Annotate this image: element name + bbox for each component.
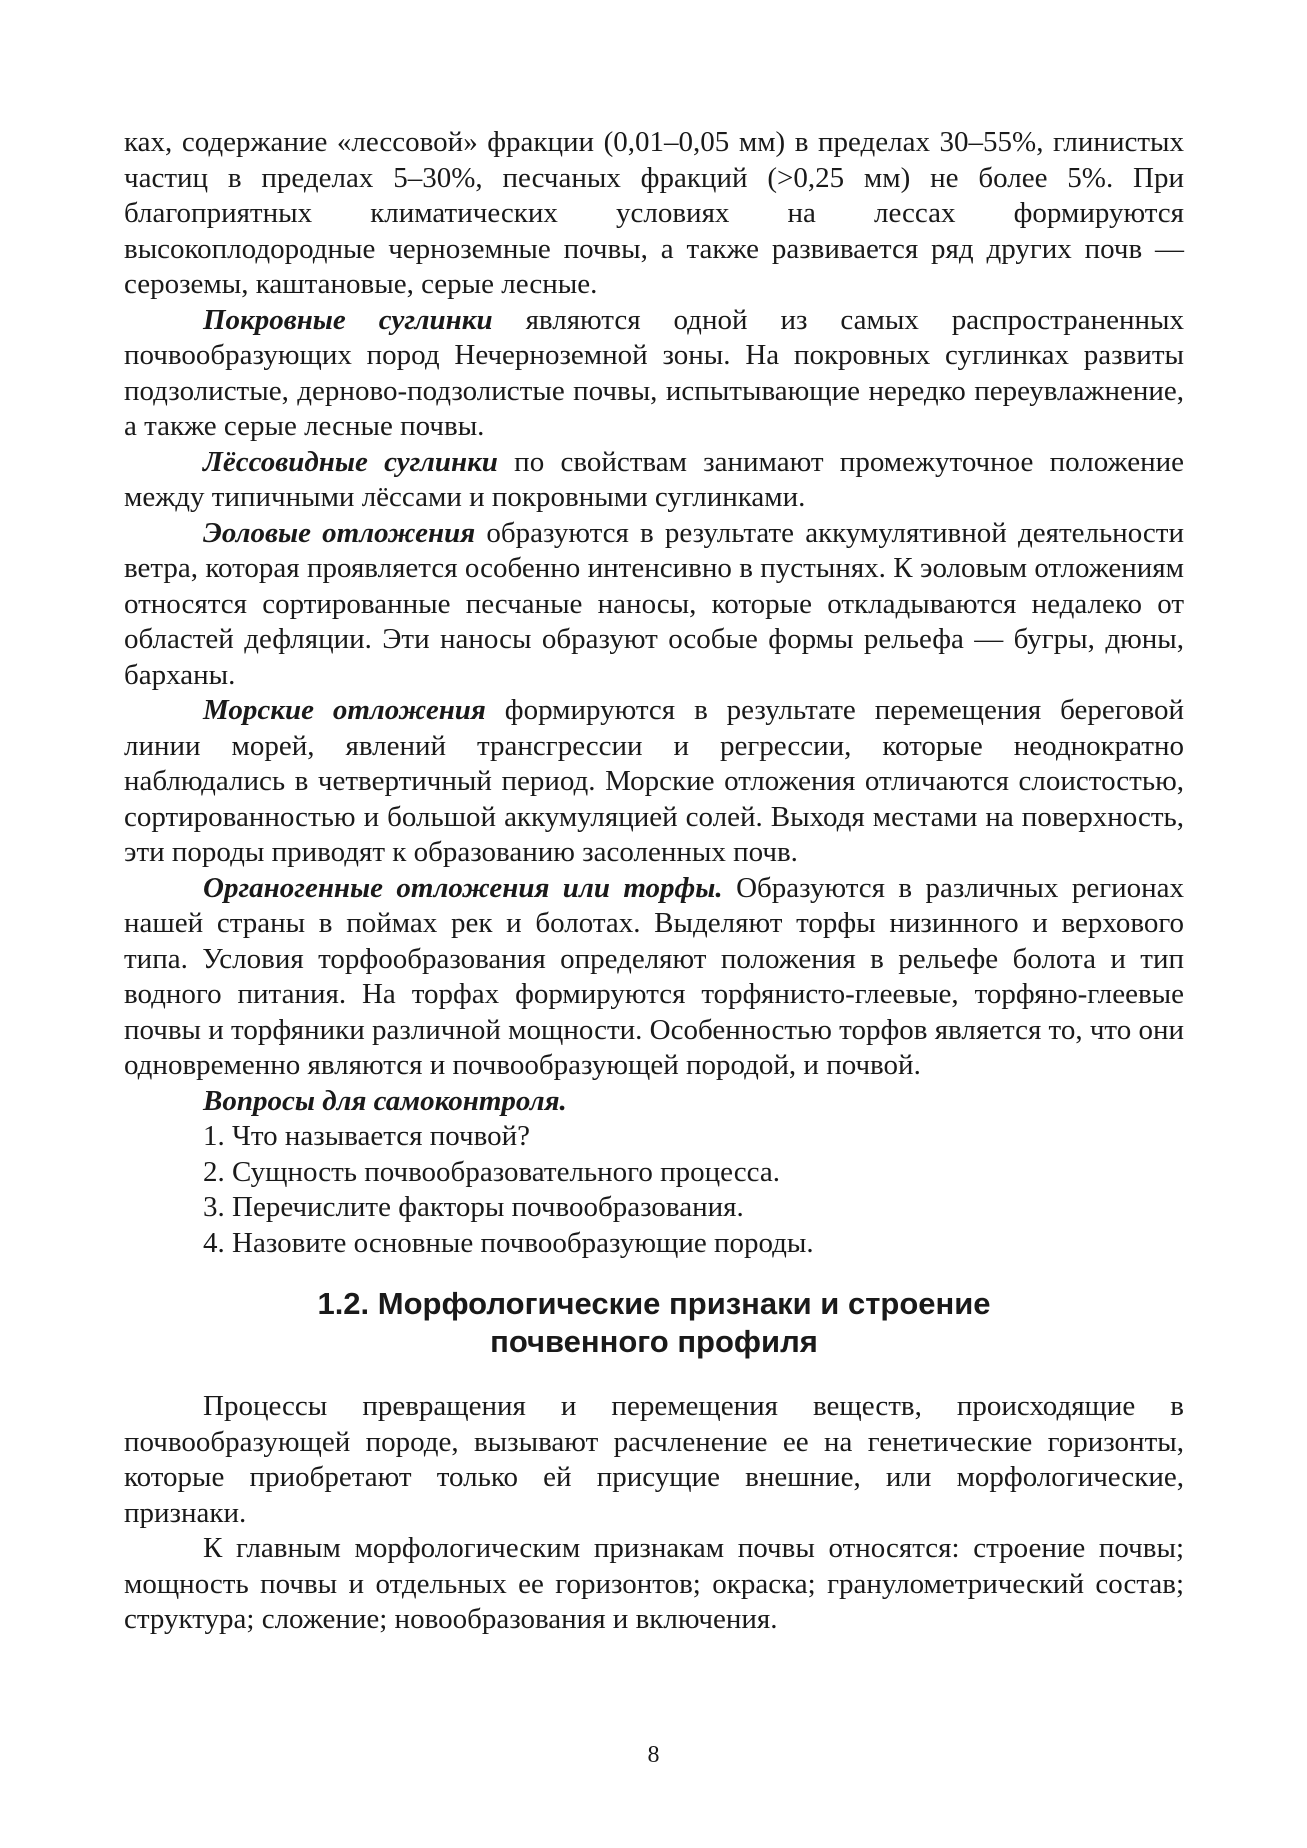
- section-heading-line: почвенного профиля: [490, 1324, 818, 1359]
- paragraph-loess-continued: ках, содержание «лессовой» фракции (0,01–0,05 мм) в пределах 30–55%, глинистых частиц в пределах 5–30%, песчаных фракций (>0,25 мм) не более 5%. При благоприятных климатических условиях на лессах формируются высокоплодородные черноземные почвы, а также развивается ряд других почв — сероземы, каштановые, серые лесные.: [124, 126, 1184, 300]
- paragraph-text: являются одной из самых распространенных почвообразующих пород Нечерноземной зоны. На покровных суглинках развиты подзолистые, дерново-подзолистые почвы, испытывающие нередко переувлажнение, а также серые лесные почвы.: [124, 303, 1184, 442]
- paragraph-text: образуются в результате аккумулятивной деятельности ветра, которая проявляется особенно интенсивно в пустынях. К эоловым отложениям относятся сортированные песчаные наносы, которые откладываются недалеко от областей дефляции. Эти наносы образуют особые формы рельефа — бугры, дюны, барханы.: [124, 516, 1184, 691]
- paragraph-aeolian-deposits: [124, 516, 1184, 694]
- term-loess-like-loams: Лёссовидные суглинки: [203, 445, 498, 478]
- page-number: 8: [647, 1742, 660, 1768]
- term-cover-loams: Покровные суглинки: [203, 303, 493, 336]
- term-marine-deposits: Морские отложения: [203, 694, 486, 726]
- paragraph-text: по свойствам занимают промежуточное положение между типичными лёссами и покровными суглинками.: [124, 445, 1184, 513]
- page-body: [124, 125, 1184, 1638]
- question-item: 3. Перечислите факторы почвообразования.: [203, 1191, 744, 1223]
- paragraph-morphological-features: К главным морфологическим признакам почвы относятся: строение почвы; мощность почвы и отдельных ее горизонтов; окраска; гранулометрический состав; структура; сложение; новообразования и включения.: [124, 1532, 1184, 1635]
- question-item: 4. Назовите основные почвообразующие породы.: [203, 1226, 814, 1259]
- paragraph-marine-deposits: [124, 693, 1184, 871]
- section-heading-line: 1.2. Морфологические признаки и строение: [317, 1286, 991, 1321]
- self-check-questions-title: Вопросы для самоконтроля.: [203, 1084, 567, 1117]
- paragraph-text: Образуются в различных регионах нашей страны в поймах рек и болотах. Выделяют торфы низинного и верхового типа. Условия торфообразования определяют положения в рельефе болота и тип водного питания. На торфах формируются торфянисто-глеевые, торфяно-глеевые почвы и торфяники различной мощности. Особенностью торфов является то, что они одновременно являются и почвообразующей породой, и почвой.: [124, 871, 1185, 1081]
- paragraph-loess-like-loams: [124, 445, 1184, 516]
- paragraph-cover-loams: [124, 303, 1184, 445]
- section-heading: [124, 1285, 1184, 1361]
- paragraph-organogenic-deposits: [124, 871, 1184, 1084]
- paragraph-text: формируются в результате перемещения береговой линии морей, явлений трансгрессии и регрессии, которые неоднократно наблюдались в четвертичный период. Морские отложения отличаются слоистостью, сортированностью и большой аккумуляцией солей. Выходя местами на поверхность, эти породы приводят к образованию засоленных почв.: [124, 694, 1184, 868]
- term-organogenic-deposits: Органогенные отложения или торфы.: [203, 871, 723, 904]
- question-item: 2. Сущность почвообразовательного процесса.: [203, 1155, 780, 1188]
- paragraph-section-intro: Процессы превращения и перемещения веществ, происходящие в почвообразующей породе, вызывают расчленение ее на генетические горизонты, которые приобретают только ей присущие внешние, или морфологические, признаки.: [124, 1390, 1184, 1529]
- question-item: 1. Что называется почвой?: [203, 1120, 531, 1152]
- term-aeolian-deposits: Эоловые отложения: [203, 516, 476, 549]
